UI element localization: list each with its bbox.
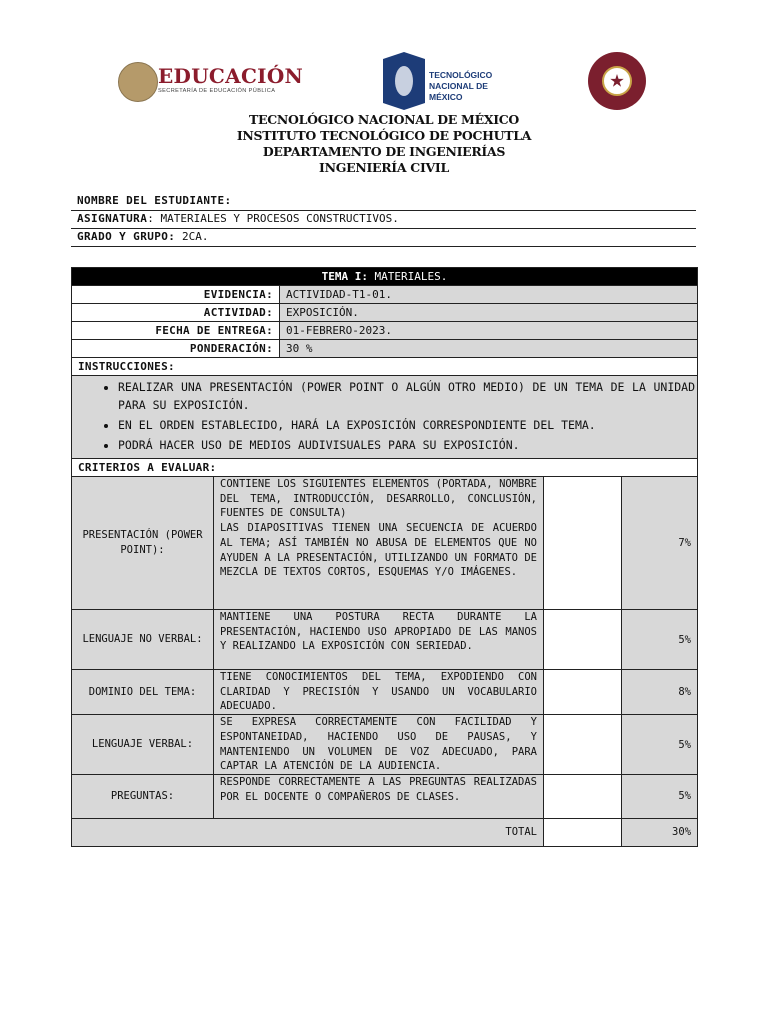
group-value: 2CA. <box>175 230 209 243</box>
criterion-description: MANTIENE UNA POSTURA RECTA DURANTE LA PRESENTACIÓN, HACIENDO USO APROPIADO DE LAS MANOS Y REALIZANDO LA EXPOSICIÓN CON SERIEDAD. <box>214 610 544 670</box>
score-cell[interactable] <box>544 715 622 775</box>
educacion-logo-subtitle: SECRETARÍA DE EDUCACIÓN PÚBLICA <box>158 88 276 94</box>
field-label: FECHA DE ENTREGA: <box>72 322 280 340</box>
header-line-4: INGENIERÍA CIVIL <box>319 160 449 175</box>
score-cell[interactable] <box>544 477 622 610</box>
header-line-1: TECNOLÓGICO NACIONAL DE MÉXICO <box>248 112 520 127</box>
educacion-logo <box>118 62 304 102</box>
mexico-seal-icon <box>118 62 158 102</box>
evidence-value: ACTIVIDAD-T1-01. <box>280 286 698 304</box>
score-cell[interactable] <box>544 670 622 715</box>
subject-row <box>71 211 696 229</box>
weighting-value: 30 % <box>280 340 698 358</box>
tecnm-emblem-icon <box>383 52 425 110</box>
field-label: PONDERACIÓN: <box>72 340 280 358</box>
instruction-item: • EN EL ORDEN ESTABLECIDO, HARÁ LA EXPOSICIÓN CORRESPONDIENTE DEL TEMA. <box>118 416 697 434</box>
criterion-description: SE EXPRESA CORRECTAMENTE CON FACILIDAD Y ESPONTANEIDAD, HACIENDO USO DE PAUSAS, Y MANTENIENDO UN VOLUMEN DE VOZ ADECUADO, PARA CAPTAR LA ATENCIÓN DE LA AUDIENCIA. <box>214 715 544 775</box>
total-score-cell[interactable] <box>544 818 622 846</box>
criteria-title: CRITERIOS A EVALUAR: <box>72 459 698 477</box>
group-label: GRADO Y GRUPO: <box>77 230 176 243</box>
tecnm-logo-line1: TECNOLÓGICO <box>429 70 493 80</box>
criterion-name: PRESENTACIÓN (POWER POINT): <box>72 477 214 610</box>
group-row <box>71 229 696 247</box>
header-line-3: DEPARTAMENTO DE INGENIERÍAS <box>262 144 506 159</box>
criterion-percent: 5% <box>622 774 698 818</box>
subject-label: ASIGNATURA <box>77 212 148 225</box>
subject-value: : MATERIALES Y PROCESOS CONSTRUCTIVOS. <box>147 212 399 225</box>
student-name-row <box>71 193 696 211</box>
criterion-percent: 7% <box>622 477 698 610</box>
instructions-box <box>72 376 698 459</box>
criterion-description: CONTIENE LOS SIGUIENTES ELEMENTOS (PORTADA, NOMBRE DEL TEMA, INTRODUCCIÓN, DESARROLLO, CONCLUSIÓN, FUENTES DE CONSULTA) LAS DIAPOSITIVAS TIENEN UNA SECUENCIA DE ACUERDO AL TEMA; ASÍ TAMBIÉN NO ABUSA DE ELEMENTOS QUE NO AYUDEN A LA PRESENTACIÓN, UTILIZANDO UN FORMATO DE MEZCLA DE TEXTOS CORTOS, ESQUEMAS Y/O IMÁGENES. <box>214 477 544 610</box>
due-date-value: 01-FEBRERO-2023. <box>280 322 698 340</box>
criterion-name: LENGUAJE NO VERBAL: <box>72 610 214 670</box>
activity-table <box>71 267 698 847</box>
header-line-2: INSTITUTO TECNOLÓGICO DE POCHUTLA <box>236 128 532 143</box>
criterion-percent: 8% <box>622 670 698 715</box>
instructions-title: INSTRUCCIONES: <box>72 358 698 376</box>
student-name-label: NOMBRE DEL ESTUDIANTE: <box>77 194 232 207</box>
tecnm-logo <box>383 52 518 110</box>
criterion-percent: 5% <box>622 610 698 670</box>
educacion-logo-title: EDUCACIÓN <box>158 64 304 88</box>
theme-header <box>72 268 698 286</box>
score-cell[interactable] <box>544 774 622 818</box>
criterion-name: DOMINIO DEL TEMA: <box>72 670 214 715</box>
criterion-description: TIENE CONOCIMIENTOS DEL TEMA, EXPODIENDO CON CLARIDAD Y PRECISIÓN Y USANDO UN VOCABULARIO ADECUADO. <box>214 670 544 715</box>
total-label: TOTAL <box>72 818 544 846</box>
activity-value: EXPOSICIÓN. <box>280 304 698 322</box>
criterion-description: RESPONDE CORRECTAMENTE A LAS PREGUNTAS REALIZADAS POR EL DOCENTE O COMPAÑEROS DE CLASES. <box>214 774 544 818</box>
instruction-item: • REALIZAR UNA PRESENTACIÓN (POWER POINT O ALGÚN OTRO MEDIO) DE UN TEMA DE LA UNIDAD PARA SU EXPOSICIÓN. <box>118 378 697 414</box>
field-label: EVIDENCIA: <box>72 286 280 304</box>
instruction-item: • PODRÁ HACER USO DE MEDIOS AUDIVISUALES PARA SU EXPOSICIÓN. <box>118 436 697 454</box>
itp-logo <box>580 52 654 110</box>
criterion-name: PREGUNTAS: <box>72 774 214 818</box>
field-label: ACTIVIDAD: <box>72 304 280 322</box>
criterion-name: LENGUAJE VERBAL: <box>72 715 214 775</box>
criterion-percent: 5% <box>622 715 698 775</box>
score-cell[interactable] <box>544 610 622 670</box>
theme-label: TEMA I: <box>321 270 368 283</box>
total-percent: 30% <box>622 818 698 846</box>
tecnm-logo-line2: NACIONAL DE MÉXICO <box>429 81 488 102</box>
theme-value: MATERIALES. <box>367 270 448 283</box>
